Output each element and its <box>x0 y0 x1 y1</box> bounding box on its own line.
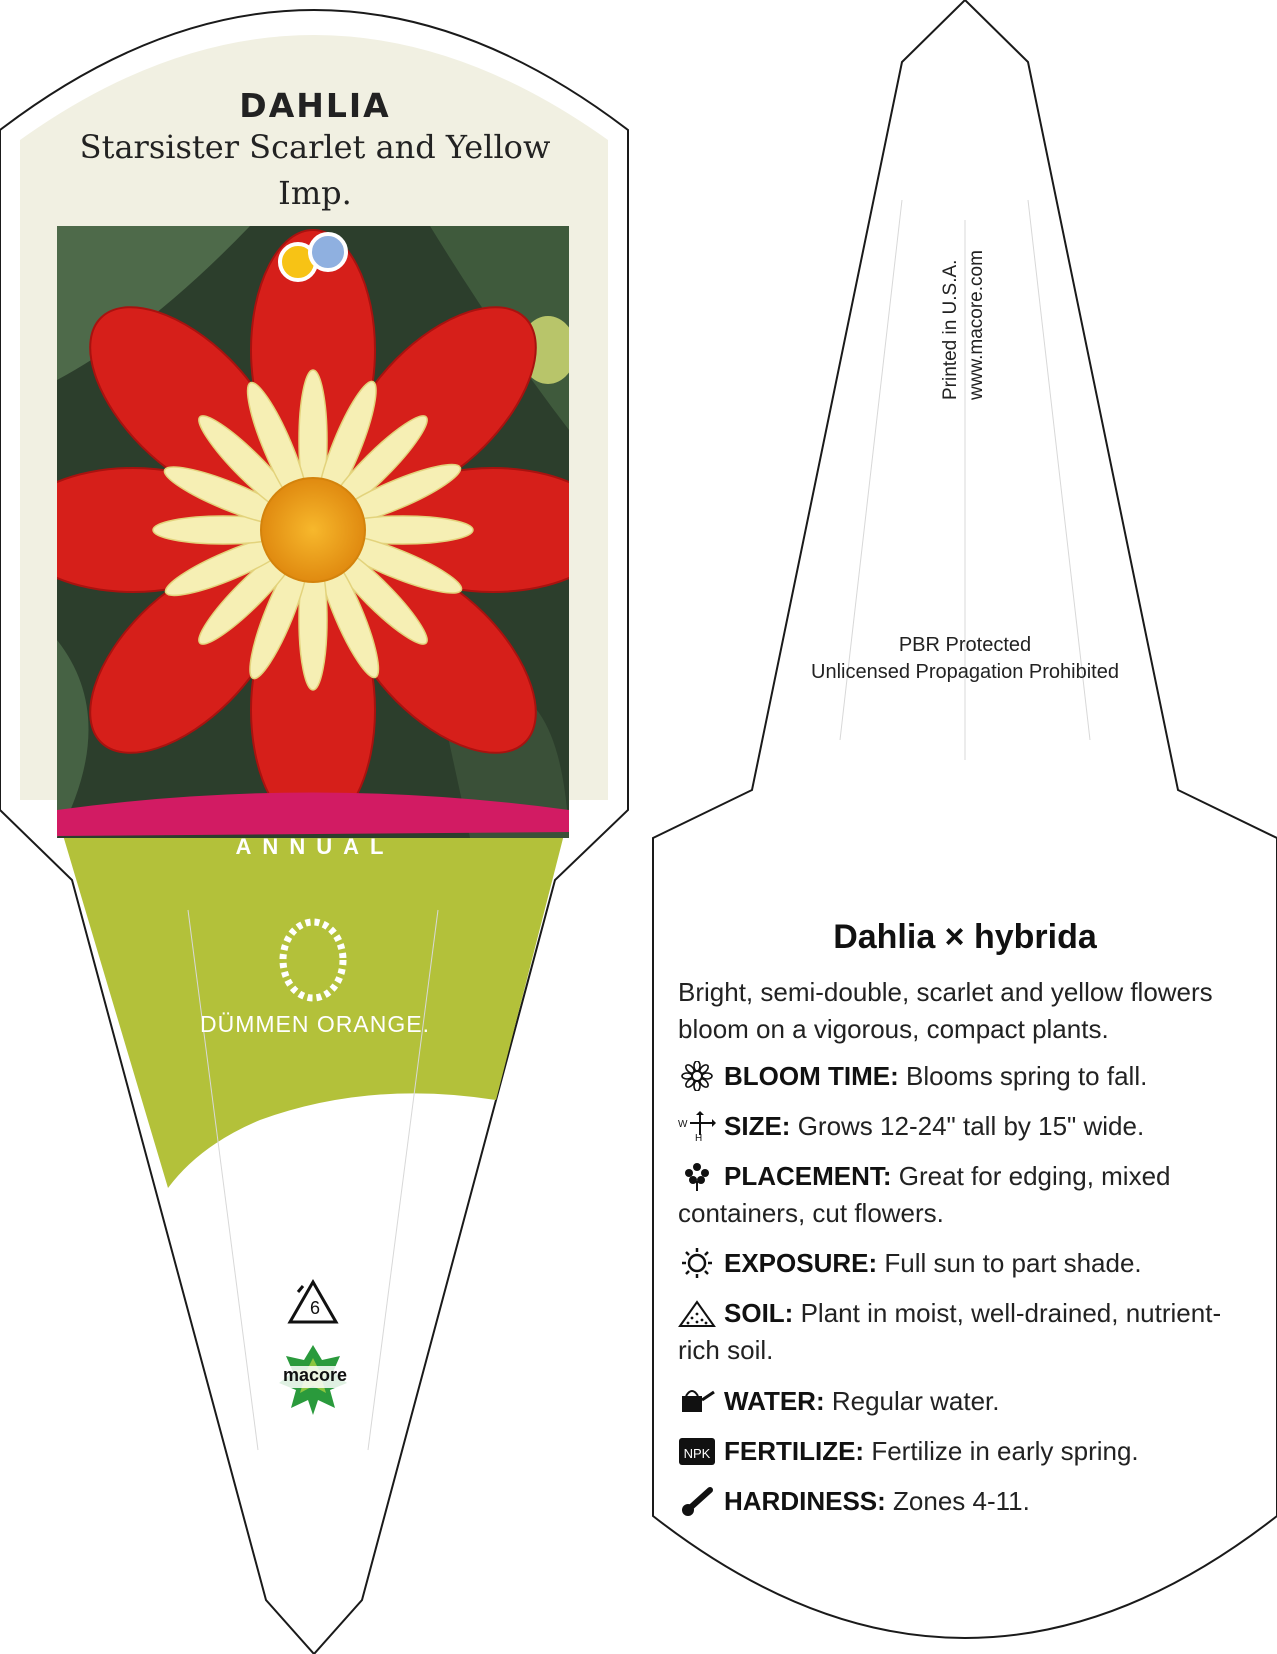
attribute-water <box>678 1383 1248 1420</box>
plant-category: ANNUAL <box>235 834 395 859</box>
attribute-fertilize <box>678 1433 1248 1470</box>
attribute-size <box>678 1108 1248 1145</box>
macore-wordmark: macore <box>282 1365 348 1385</box>
attribute-placement <box>678 1158 1248 1232</box>
blue-color-dot <box>310 234 346 270</box>
attribute-label: HARDINESS: <box>724 1486 886 1516</box>
pbr-notice <box>770 632 1160 686</box>
thermometer-icon <box>678 1486 716 1516</box>
plant-description: Bright, semi-double, scarlet and yellow flowers bloom on a vigorous, compact plants. <box>678 977 1213 1044</box>
placement-icon <box>678 1161 716 1191</box>
species-name: Dahlia × hybrida <box>833 918 1097 956</box>
attribute-label: EXPOSURE: <box>724 1248 878 1278</box>
attribute-value: Regular water. <box>831 1386 1000 1416</box>
sun-icon <box>678 1248 716 1278</box>
pbr-line-2: Unlicensed Propagation Prohibited <box>811 661 1119 683</box>
pbr-line-1: PBR Protected <box>898 634 1032 656</box>
print-info <box>918 180 1008 400</box>
attribute-label: FERTILIZE: <box>724 1436 865 1466</box>
attribute-label: SIZE: <box>724 1111 791 1141</box>
size-h-letter: H <box>695 1133 703 1141</box>
attribute-value: Great for edging, mixed containers, cut flowers. <box>678 1161 1171 1228</box>
npk-text: NPK <box>683 1446 711 1461</box>
attribute-value: Grows 12-24" tall by 15" wide. <box>797 1111 1145 1141</box>
attribute-exposure <box>678 1245 1248 1282</box>
recycle-code: 6 <box>309 1298 320 1318</box>
size-w-letter: W <box>678 1119 688 1130</box>
npk-icon <box>678 1436 716 1466</box>
flower-icon <box>678 1061 716 1091</box>
attribute-soil <box>678 1295 1248 1369</box>
website: www.macore.com <box>966 250 987 400</box>
attribute-value: Fertilize in early spring. <box>871 1436 1139 1466</box>
attribute-value: Zones 4-11. <box>893 1486 1030 1516</box>
attribute-value: Full sun to part shade. <box>884 1248 1142 1278</box>
plant-genus: DAHLIA <box>239 86 391 125</box>
watering-can-icon <box>678 1386 716 1416</box>
attribute-bloom-time <box>678 1058 1248 1095</box>
attribute-hardiness <box>678 1483 1248 1520</box>
attribute-label: WATER: <box>724 1386 825 1416</box>
brand-name: DÜMMEN ORANGE. <box>200 1011 430 1037</box>
attribute-value: Plant in moist, well-drained, nutrient-rich soil. <box>678 1298 1222 1365</box>
soil-icon <box>678 1298 716 1328</box>
attribute-label: PLACEMENT: <box>724 1161 892 1191</box>
dahlia-photo <box>13 226 613 838</box>
attribute-value: Blooms spring to fall. <box>906 1061 1148 1091</box>
attribute-label: BLOOM TIME: <box>724 1061 899 1091</box>
size-icon <box>678 1111 716 1141</box>
attribute-label: SOIL: <box>724 1298 794 1328</box>
plant-cultivar: Starsister Scarlet and Yellow Imp. <box>79 128 551 212</box>
printed-in-usa: Printed in U.S.A. <box>940 259 961 400</box>
